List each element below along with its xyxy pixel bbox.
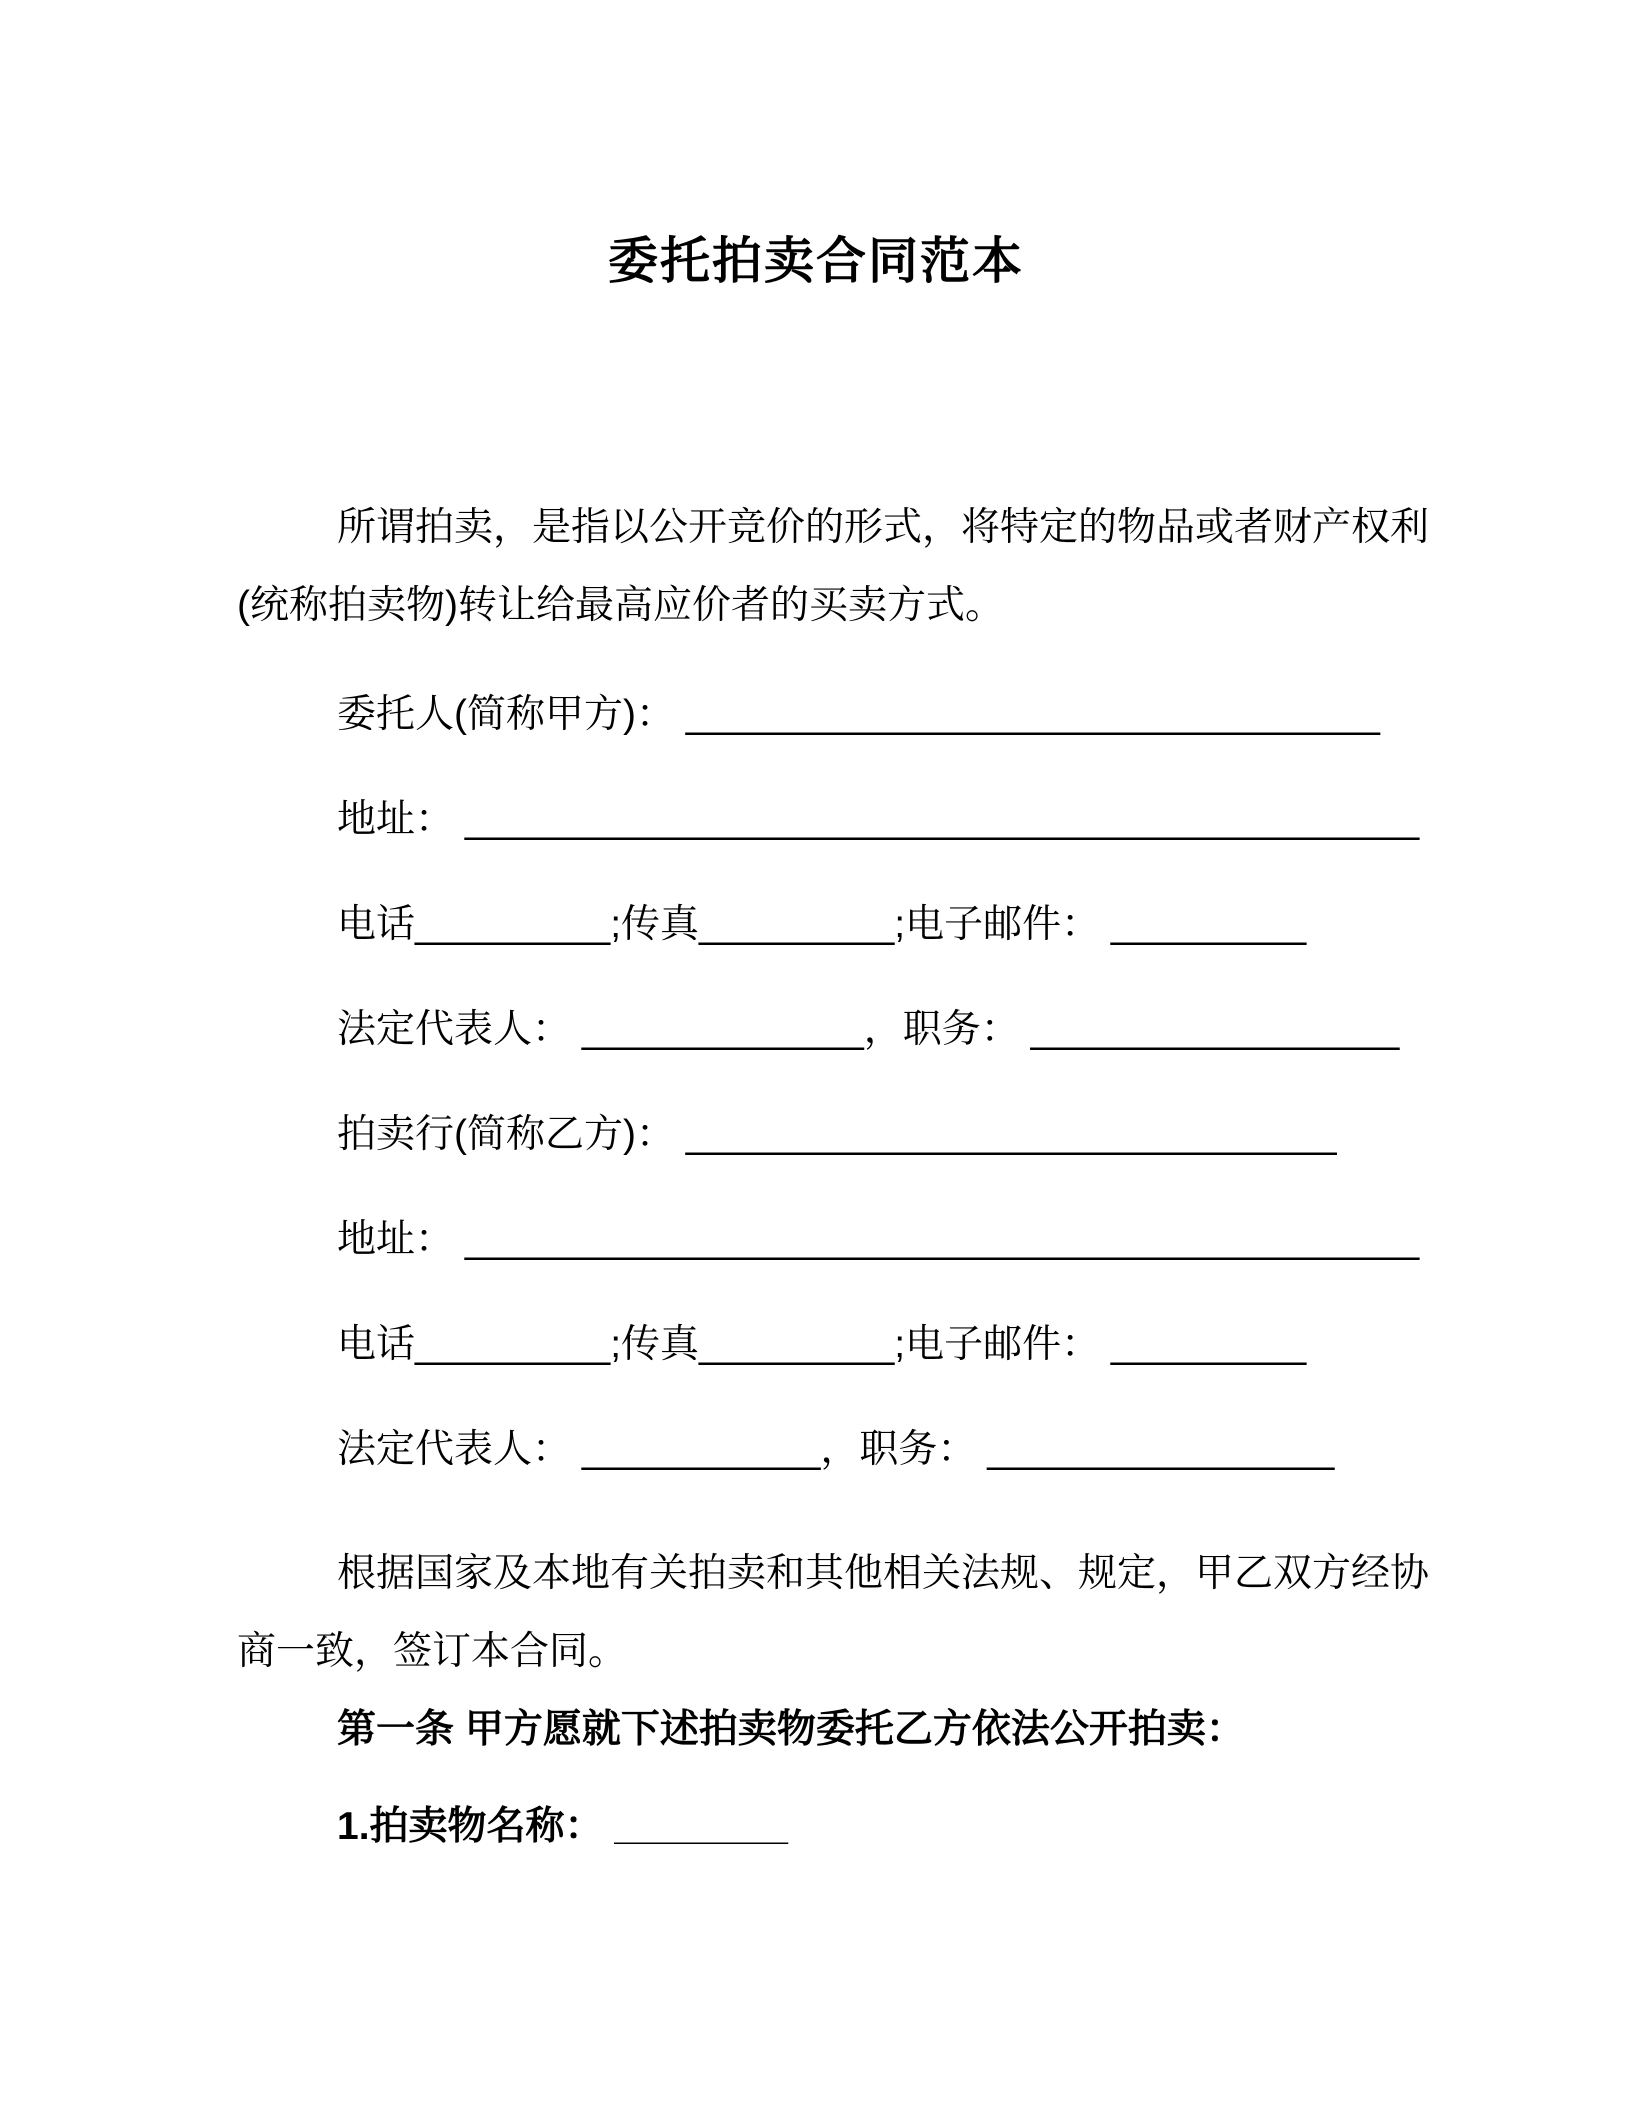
field-legal-representative-party-a: 法定代表人： _____________，职务： _________________ [337,1008,1400,1051]
document-body [0,489,1632,1866]
intro-paragraph-line-2: (统称拍卖物)转让给最高应价者的买卖方式。 [237,584,1004,627]
law-basis-paragraph-line-2: 商一致，签订本合同。 [237,1630,628,1673]
field-auction-house-party-b: 拍卖行(简称乙方)： ______________________________ [337,1113,1337,1156]
intro-paragraph-line-1: 所谓拍卖，是指以公开竞价的形式，将特定的物品或者财产权利 [337,506,1430,549]
clause-1-heading: 第一条 甲方愿就下述拍卖物委托乙方依法公开拍卖： [337,1708,1245,1751]
field-phone-fax-email-party-a: 电话_________;传真_________;电子邮件： _________ [337,903,1307,946]
clause-1-item-auction-object-name: 1.拍卖物名称： ________ [337,1805,788,1848]
law-basis-paragraph-line-1: 根据国家及本地有关拍卖和其他相关法规、规定，甲乙双方经协 [337,1552,1430,1595]
field-address-party-b: 地址： ____________________________________________ [337,1218,1420,1261]
field-address-party-a: 地址： ____________________________________________ [337,798,1420,841]
field-legal-representative-party-b: 法定代表人： ___________，职务： ________________ [337,1428,1335,1471]
field-entruster-party-a: 委托人(简称甲方)： ________________________________ [337,693,1380,736]
field-phone-fax-email-party-b: 电话_________;传真_________;电子邮件： _________ [337,1323,1307,1366]
document-title: 委托拍卖合同范本 [608,233,1024,289]
